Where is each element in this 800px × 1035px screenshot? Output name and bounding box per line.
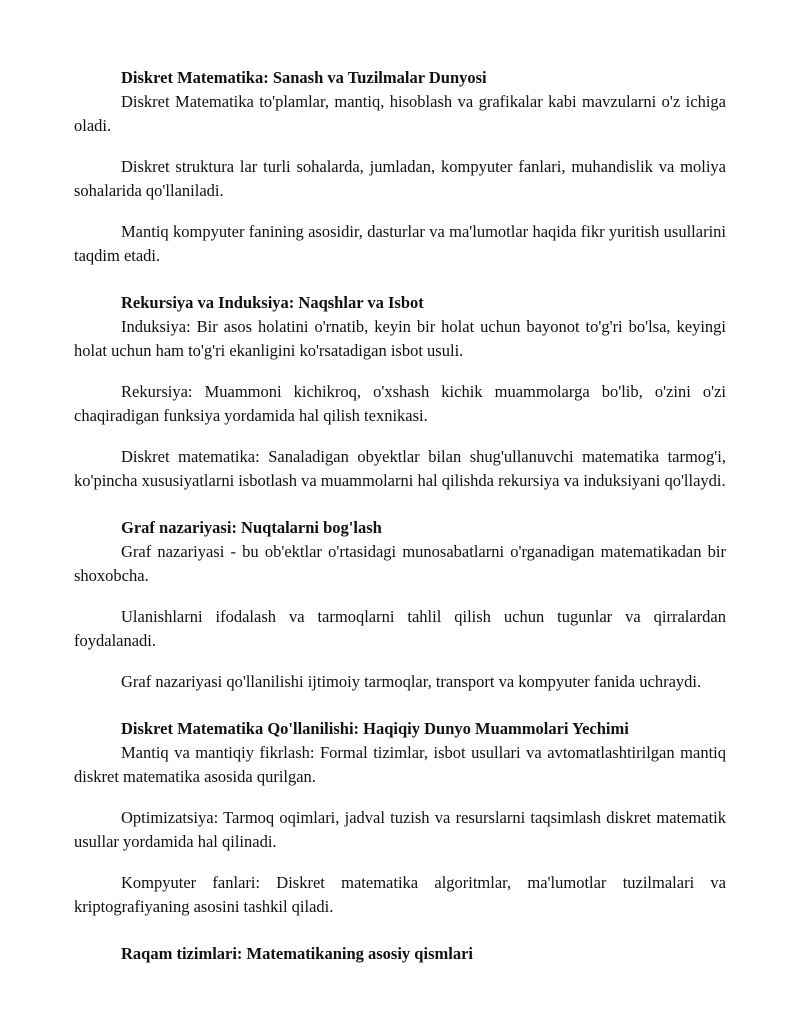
paragraph: Ulanishlarni ifodalash va tarmoqlarni tahlil qilish uchun tugunlar va qirralardan foydalanadi. (74, 607, 726, 650)
section-heading: Rekursiya va Induksiya: Naqshlar va Isbot (121, 293, 424, 312)
section-heading: Diskret Matematika Qo'llanilishi: Haqiqiy Dunyo Muammolari Yechimi (121, 719, 629, 738)
paragraph: Diskret matematika: Sanaladigan obyektlar bilan shug'ullanuvchi matematika tarmog'i, ko'pincha xususiyatlarni isbotlash va muammolarni hal qilishda rekursiya va induksiyani qo'llaydi. (74, 447, 726, 490)
section-heading: Diskret Matematika: Sanash va Tuzilmalar Dunyosi (121, 68, 487, 87)
paragraph: Diskret Matematika to'plamlar, mantiq, hisoblash va grafikalar kabi mavzularni o'z ichiga oladi. (74, 92, 726, 135)
paragraph: Diskret struktura lar turli sohalarda, jumladan, kompyuter fanlari, muhandislik va moliya sohalarida qo'llaniladi. (74, 157, 726, 200)
section-counting-structures (74, 66, 726, 268)
paragraph: Induksiya: Bir asos holatini o'rnatib, keyin bir holat uchun bayonot to'g'ri bo'lsa, keyingi holat uchun ham to'g'ri ekanligini ko'rsatadigan isbot usuli. (74, 317, 726, 360)
paragraph: Optimizatsiya: Tarmoq oqimlari, jadval tuzish va resurslarni taqsimlash diskret matematik usullar yordamida hal qilinadi. (74, 808, 726, 851)
paragraph: Kompyuter fanlari: Diskret matematika algoritmlar, ma'lumotlar tuzilmalari va kriptografiyaning asosini tashkil qiladi. (74, 873, 726, 916)
paragraph: Mantiq va mantiqiy fikrlash: Formal tizimlar, isbot usullari va avtomatlashtirilgan mantiq diskret matematika asosida qurilgan. (74, 743, 726, 786)
section-heading: Raqam tizimlari: Matematikaning asosiy qismlari (121, 944, 473, 963)
section-applications (74, 717, 726, 919)
section-graph-theory (74, 516, 726, 694)
section-number-systems (74, 942, 726, 966)
paragraph: Rekursiya: Muammoni kichikroq, o'xshash kichik muammolarga bo'lib, o'zini o'zi chaqiradigan funksiya yordamida hal qilish texnikasi. (74, 382, 726, 425)
section-heading: Graf nazariyasi: Nuqtalarni bog'lash (121, 518, 382, 537)
document-page (74, 66, 726, 966)
paragraph: Mantiq kompyuter fanining asosidir, dasturlar va ma'lumotlar haqida fikr yuritish usullarini taqdim etadi. (74, 222, 726, 265)
paragraph: Graf nazariyasi qo'llanilishi ijtimoiy tarmoqlar, transport va kompyuter fanida uchraydi. (121, 672, 702, 691)
section-recursion-induction (74, 291, 726, 493)
paragraph: Graf nazariyasi - bu ob'ektlar o'rtasidagi munosabatlarni o'rganadigan matematikadan bir shoxobcha. (74, 542, 726, 585)
